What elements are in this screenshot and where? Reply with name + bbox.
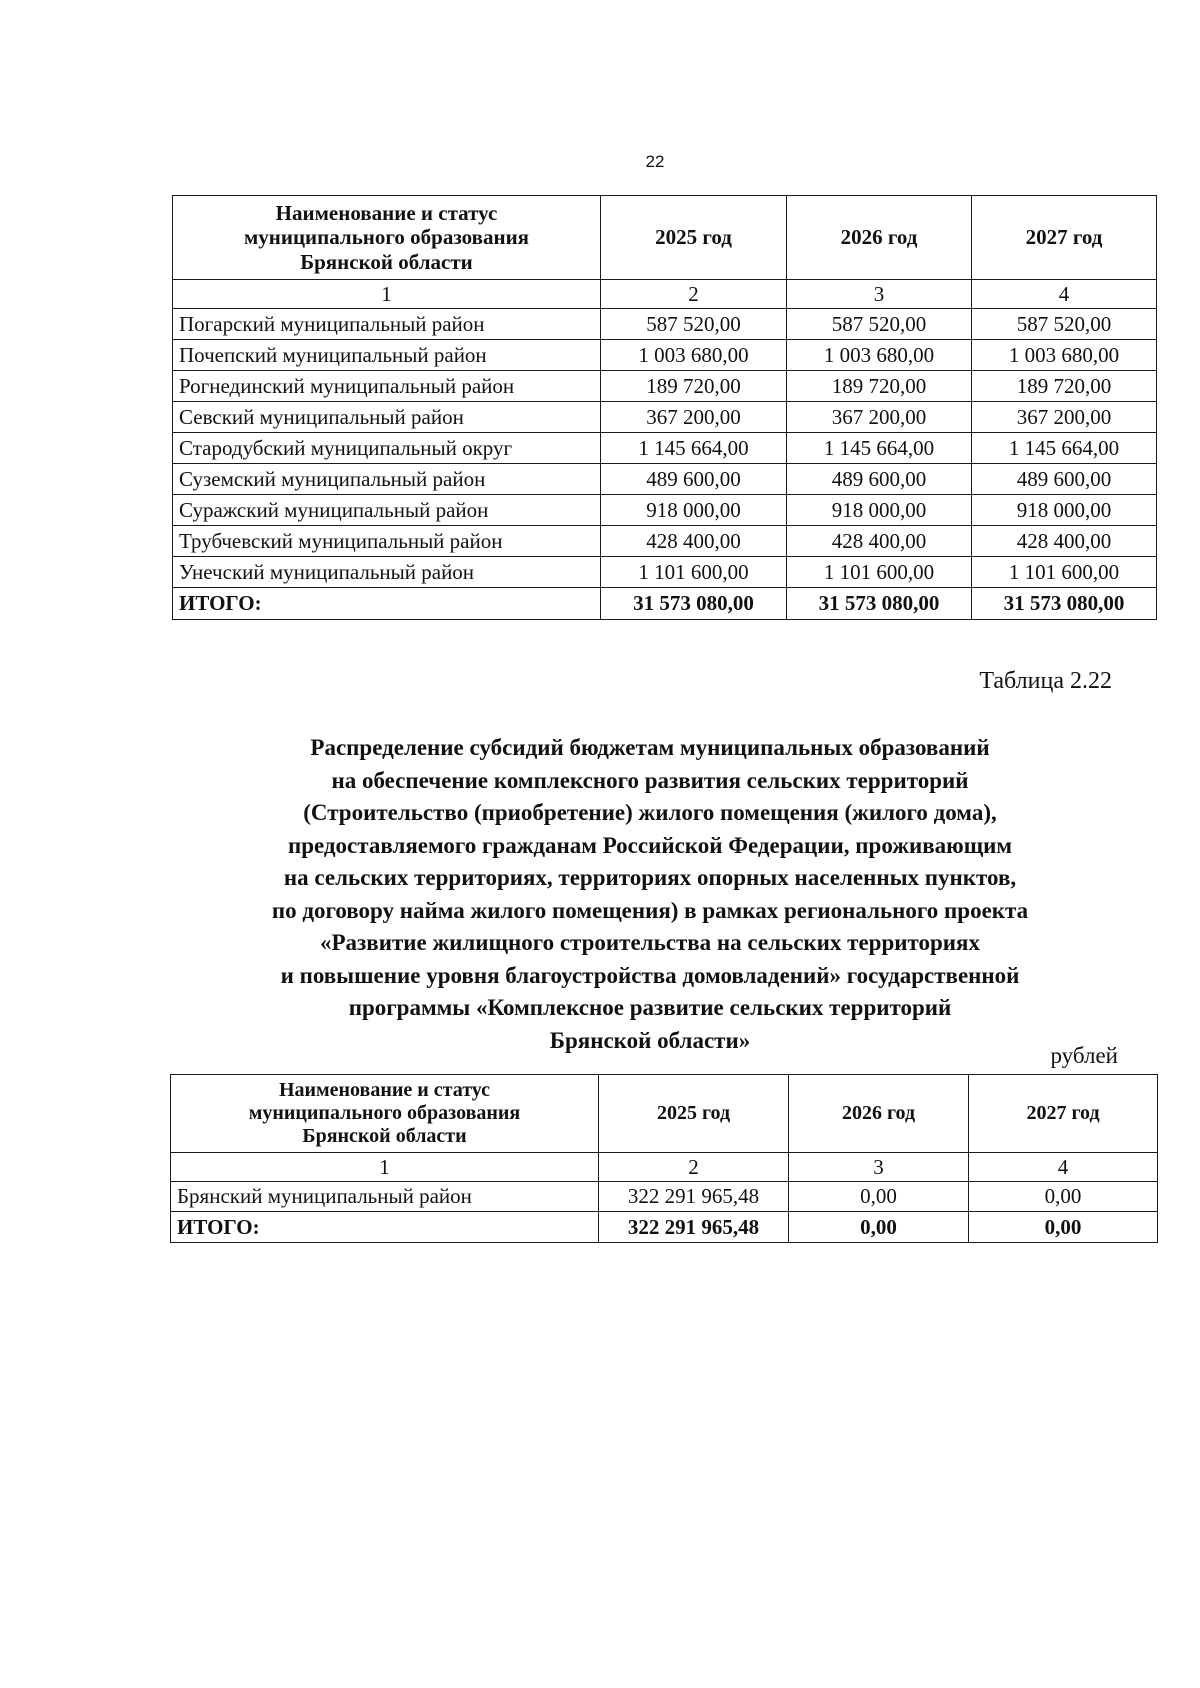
value-2026: 367 200,00 <box>787 402 972 433</box>
value-2027: 367 200,00 <box>972 402 1157 433</box>
value-2025: 587 520,00 <box>601 309 787 340</box>
value-2027: 428 400,00 <box>972 526 1157 557</box>
title-line: Брянской области» <box>549 1027 751 1053</box>
column-header-2027: 2027 год <box>972 196 1157 280</box>
column-header-2025: 2025 год <box>599 1075 789 1153</box>
total-2027: 31 573 080,00 <box>972 588 1157 620</box>
table-title <box>170 732 1130 1057</box>
total-2025: 31 573 080,00 <box>601 588 787 620</box>
municipality-name: Почепский муниципальный район <box>173 340 601 371</box>
header-line: Брянской области <box>300 249 473 274</box>
column-index: 3 <box>789 1153 969 1182</box>
subsidy-table-2-22 <box>170 1074 1158 1243</box>
value-2026: 189 720,00 <box>787 371 972 402</box>
table-row <box>173 464 1157 495</box>
title-line: программы «Комплексное развитие сельских территорий <box>348 995 952 1020</box>
value-2027: 189 720,00 <box>972 371 1157 402</box>
value-2025: 918 000,00 <box>601 495 787 526</box>
header-line: Наименование и статус <box>275 201 498 226</box>
title-line: (Строительство (приобретение) жилого помещения (жилого дома), <box>303 800 997 825</box>
column-index: 1 <box>171 1153 599 1182</box>
total-row <box>173 588 1157 620</box>
column-index-row <box>173 280 1157 309</box>
value-2027: 489 600,00 <box>972 464 1157 495</box>
total-2027: 0,00 <box>969 1212 1158 1243</box>
table-row <box>173 433 1157 464</box>
value-2026: 587 520,00 <box>787 309 972 340</box>
municipality-name: Брянский муниципальный район <box>171 1182 599 1212</box>
total-2025: 322 291 965,48 <box>599 1212 789 1243</box>
value-2025: 367 200,00 <box>601 402 787 433</box>
table-row <box>173 557 1157 588</box>
column-index: 1 <box>173 280 601 309</box>
column-index: 4 <box>972 280 1157 309</box>
header-line: Наименование и статус <box>278 1079 491 1101</box>
table-row <box>173 495 1157 526</box>
title-line: по договору найма жилого помещения) в рамках регионального проекта <box>271 897 1029 923</box>
value-2025: 322 291 965,48 <box>599 1182 789 1212</box>
title-line: на обеспечение комплексного развития сельских территорий <box>331 767 969 793</box>
column-header-municipality <box>173 196 601 280</box>
municipality-name: Суземский муниципальный район <box>173 464 601 495</box>
value-2027: 1 145 664,00 <box>972 433 1157 464</box>
subsidy-table-continuation <box>172 195 1157 620</box>
column-header-municipality <box>171 1075 599 1153</box>
value-2027: 0,00 <box>969 1182 1158 1212</box>
municipality-name: Погарский муниципальный район <box>173 309 601 340</box>
total-2026: 31 573 080,00 <box>787 588 972 620</box>
value-2026: 428 400,00 <box>787 526 972 557</box>
column-index: 4 <box>969 1153 1158 1182</box>
value-2025: 1 101 600,00 <box>601 557 787 588</box>
table-header-row <box>173 196 1157 280</box>
municipality-name: Севский муниципальный район <box>173 402 601 433</box>
column-header-2025: 2025 год <box>601 196 787 280</box>
municipality-name: Унечский муниципальный район <box>173 557 601 588</box>
value-2027: 587 520,00 <box>972 309 1157 340</box>
column-index: 2 <box>601 280 787 309</box>
title-line: на сельских территориях, территориях опорных населенных пунктов, <box>283 865 1017 890</box>
header-line: муниципального образования <box>248 1102 521 1124</box>
total-2026: 0,00 <box>789 1212 969 1243</box>
municipality-name: Стародубский муниципальный округ <box>173 433 601 464</box>
header-line: Брянской области <box>302 1125 467 1147</box>
value-2025: 489 600,00 <box>601 464 787 495</box>
value-2025: 189 720,00 <box>601 371 787 402</box>
table-number-label: Таблица 2.22 <box>979 668 1112 694</box>
municipality-name: Суражский муниципальный район <box>173 495 601 526</box>
value-2026: 489 600,00 <box>787 464 972 495</box>
units-label: рублей <box>1050 1043 1118 1068</box>
total-label: ИТОГО: <box>171 1212 599 1243</box>
value-2025: 1 145 664,00 <box>601 433 787 464</box>
value-2027: 1 003 680,00 <box>972 340 1157 371</box>
table-row <box>171 1182 1158 1212</box>
municipality-name: Рогнединский муниципальный район <box>173 371 601 402</box>
table-row <box>173 340 1157 371</box>
table-row <box>173 371 1157 402</box>
title-line: Распределение субсидий бюджетам муниципальных образований <box>310 735 990 760</box>
title-line: и повышение уровня благоустройства домовладений» государственной <box>280 962 1020 988</box>
table-header-row <box>171 1075 1158 1153</box>
header-line: муниципального образования <box>243 225 530 250</box>
column-header-2026: 2026 год <box>789 1075 969 1153</box>
value-2026: 1 003 680,00 <box>787 340 972 371</box>
table-row <box>173 309 1157 340</box>
value-2027: 1 101 600,00 <box>972 557 1157 588</box>
title-line: «Развитие жилищного строительства на сельских территориях <box>320 930 980 955</box>
title-line: предоставляемого гражданам Российской Федерации, проживающим <box>287 832 1013 858</box>
value-2026: 1 101 600,00 <box>787 557 972 588</box>
total-row <box>171 1212 1158 1243</box>
value-2026: 1 145 664,00 <box>787 433 972 464</box>
value-2027: 918 000,00 <box>972 495 1157 526</box>
page-number: 22 <box>645 152 665 171</box>
table-row <box>173 526 1157 557</box>
column-index: 3 <box>787 280 972 309</box>
column-header-2027: 2027 год <box>969 1075 1158 1153</box>
total-label: ИТОГО: <box>173 588 601 620</box>
table-row <box>173 402 1157 433</box>
value-2025: 428 400,00 <box>601 526 787 557</box>
municipality-name: Трубчевский муниципальный район <box>173 526 601 557</box>
value-2026: 0,00 <box>789 1182 969 1212</box>
column-index-row <box>171 1153 1158 1182</box>
column-index: 2 <box>599 1153 789 1182</box>
value-2025: 1 003 680,00 <box>601 340 787 371</box>
value-2026: 918 000,00 <box>787 495 972 526</box>
column-header-2026: 2026 год <box>787 196 972 280</box>
